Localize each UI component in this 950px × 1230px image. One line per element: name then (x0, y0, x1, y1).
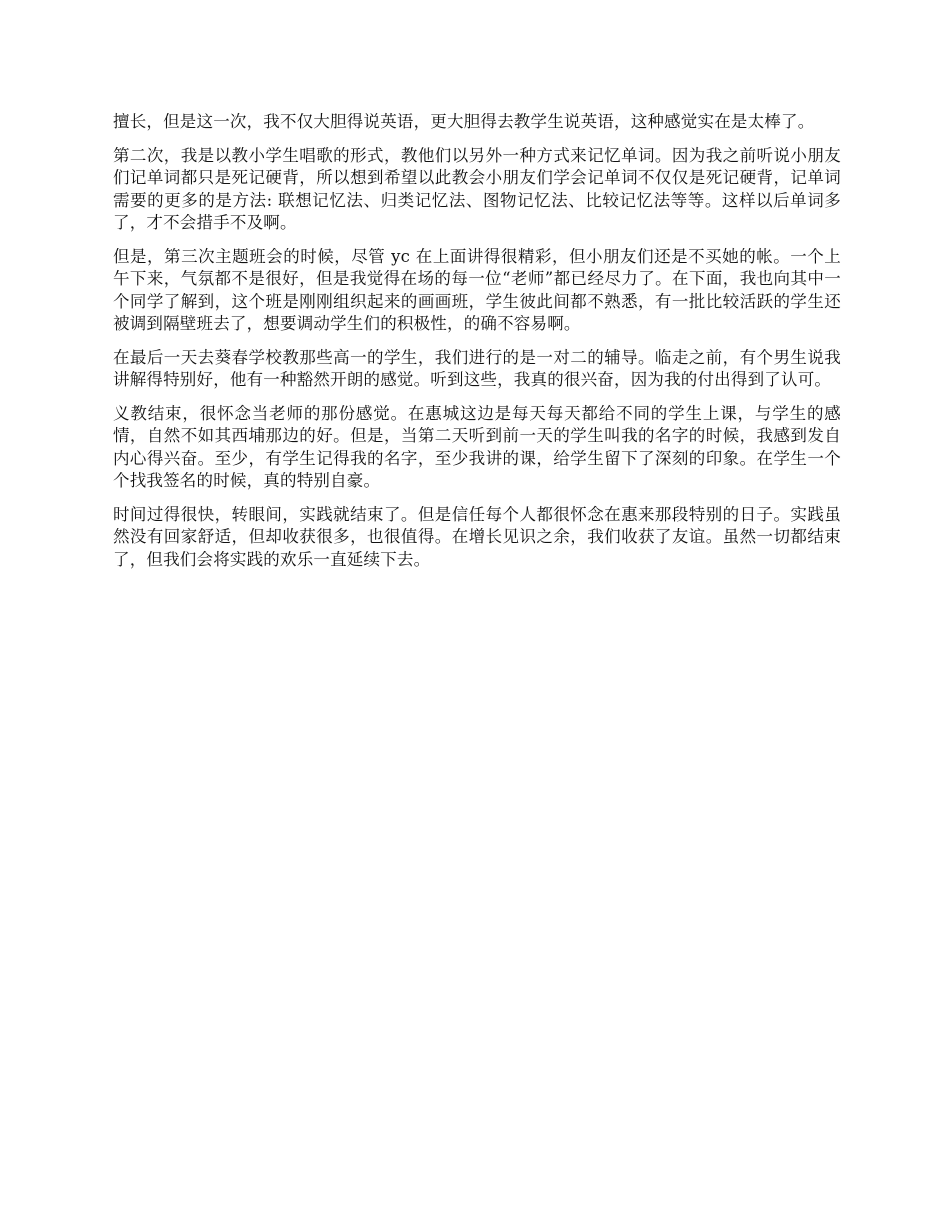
paragraph-2: 第二次，我是以教小学生唱歌的形式，教他们以另外一种方式来记忆单词。因为我之前听说小朋友们记单词都只是死记硬背，所以想到希望以此教会小朋友们学会记单词不仅仅是死记硬背，记单词需要的更多的是方法: 联想记忆法、归类记忆法、图物记忆法、比较记忆法等等。这样以后单词多了，才不会措手不及啊。 (113, 145, 841, 232)
paragraph-4: 在最后一天去葵春学校教那些高一的学生，我们进行的是一对二的辅导。临走之前，有个男生说我讲解得特别好，他有一种豁然开朗的感觉。听到这些，我真的很兴奋，因为我的付出得到了认可。 (113, 347, 841, 389)
paragraph-1: 擅长，但是这一次，我不仅大胆得说英语，更大胆得去教学生说英语，这种感觉实在是太棒了。 (113, 112, 815, 131)
paragraph-6: 时间过得很快，转眼间，实践就结束了。但是信任每个人都很怀念在惠来那段特别的日子。实践虽然没有回家舒适，但却收获很多，也很值得。在增长见识之余，我们收获了友谊。虽然一切都结束了，但我们会将实践的欢乐一直延续下去。 (113, 504, 841, 569)
paragraph-5: 义教结束，很怀念当老师的那份感觉。在惠城这边是每天每天都给不同的学生上课，与学生的感情，自然不如其西埔那边的好。但是，当第二天听到前一天的学生叫我的名字的时候，我感到发自内心得兴奋。至少，有学生记得我的名字，至少我讲的课，给学生留下了深刻的印象。在学生一个个找我签名的时候，真的特别自豪。 (113, 403, 841, 490)
document-body (113, 111, 841, 582)
paragraph-3: 但是，第三次主题班会的时候，尽管 yc 在上面讲得很精彩，但小朋友们还是不买她的帐。一个上午下来，气氛都不是很好，但是我觉得在场的每一位“老师”都已经尽力了。在下面，我也向其中一个同学了解到，这个班是刚刚组织起来的画画班，学生彼此间都不熟悉，有一批比较活跃的学生还被调到隔壁班去了，想要调动学生们的积极性，的确不容易啊。 (113, 246, 841, 333)
